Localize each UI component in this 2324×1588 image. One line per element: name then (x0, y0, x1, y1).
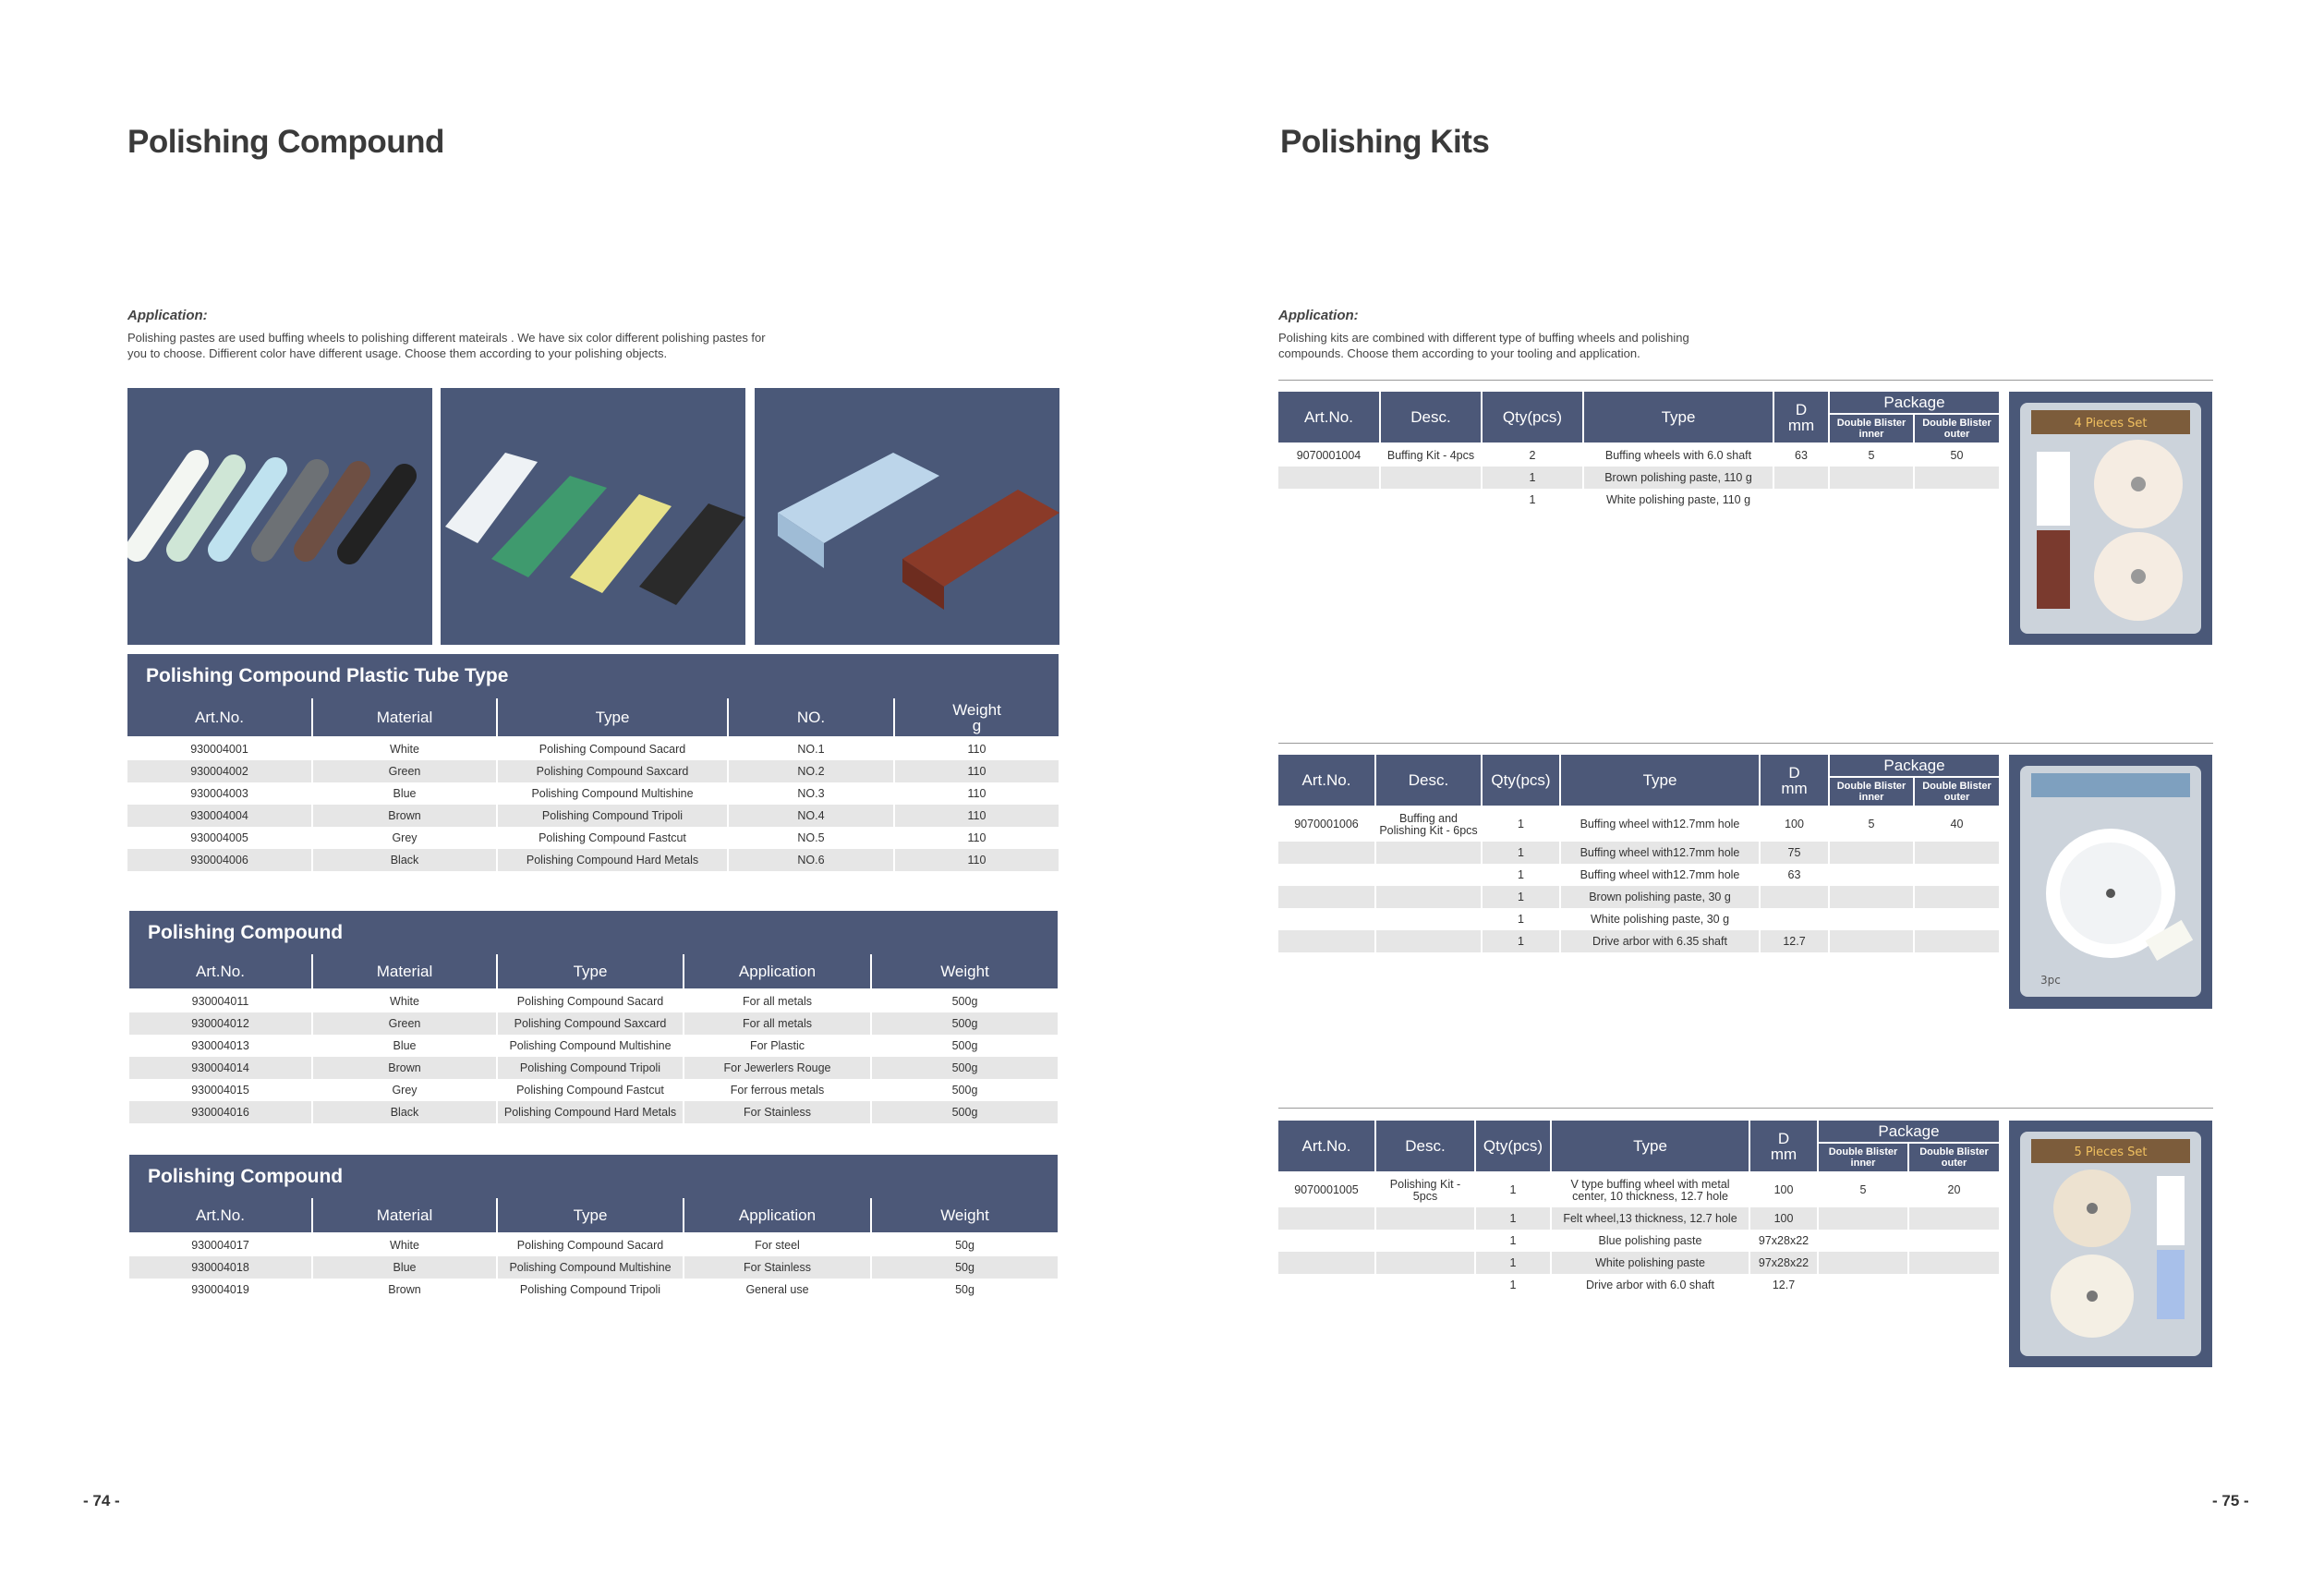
divider (1278, 1108, 2213, 1109)
table-cell: NO.6 (728, 849, 894, 871)
table-cell: Polishing Compound Sacard (497, 737, 728, 760)
column-header: Desc. (1380, 392, 1482, 443)
column-subheader: Double Blister inner (1818, 1143, 1908, 1172)
table-cell: 1 (1475, 1230, 1551, 1252)
application-line: compounds. Choose them according to your tooling and application. (1278, 346, 1640, 360)
table-cell (1278, 864, 1375, 886)
table-cell: White (312, 1233, 497, 1256)
table-cell (1375, 1274, 1475, 1296)
table-cell (1278, 1274, 1375, 1296)
table-cell: 930004003 (127, 782, 312, 805)
table-cell (1375, 1230, 1475, 1252)
table-cell (1829, 467, 1914, 489)
table-cell: 97x28x22 (1749, 1230, 1818, 1252)
kit-photo-label: 4 Pieces Set (2074, 417, 2148, 430)
table-row (129, 1012, 1058, 1035)
table-cell (1914, 908, 1999, 930)
table-cell: NO.5 (728, 827, 894, 849)
table-row (129, 1079, 1058, 1101)
table-cell: 1 (1482, 806, 1560, 842)
table-cell: 110 (894, 760, 1059, 782)
table-cell: 500g (951, 994, 978, 1008)
table-row (129, 1057, 1058, 1079)
table-cell: 50g (955, 1282, 974, 1296)
table-cell: Polishing Compound Tripoli (497, 1279, 684, 1301)
table-cell: For all metals (684, 989, 871, 1012)
table-row (127, 760, 1059, 782)
table-cell (1914, 930, 1999, 952)
table-cell: 500g (871, 1101, 1058, 1123)
table-cell: 63 (1760, 864, 1829, 886)
table-cell (1829, 489, 1914, 511)
table-cell: Polishing Compound Saxcard (497, 760, 728, 782)
table-cell: 50g (955, 1238, 974, 1252)
table-cell: For steel (684, 1233, 871, 1256)
table-cell (1375, 930, 1482, 952)
column-header: Art.No. (127, 698, 312, 737)
table-cell: 5 (1818, 1172, 1908, 1207)
table-cell (1829, 842, 1914, 864)
table-row (1278, 1252, 1999, 1274)
table-cell: 930004001 (127, 737, 312, 760)
table-cell: Polishing Compound Tripoli (497, 805, 728, 827)
table-cell (1375, 864, 1482, 886)
table-row (1278, 1207, 1999, 1230)
table-cell: 50 (1950, 448, 1964, 462)
table-cell: 500g (951, 1038, 978, 1052)
table-cell: 110 (967, 830, 986, 844)
column-header: Weight (871, 954, 1058, 989)
package-header: Package (1829, 755, 1999, 777)
table-cell: 1 (1475, 1252, 1551, 1274)
table-row (1278, 489, 1999, 511)
table-cell: 1 (1475, 1172, 1551, 1207)
table-row (127, 805, 1059, 827)
column-header: Type (497, 954, 684, 989)
table-cell: 100 (1749, 1172, 1818, 1207)
column-subheader: Double Blister outer (1908, 1143, 1999, 1172)
kit-5pcs-photo (2009, 1121, 2212, 1367)
table-cell (1818, 1274, 1908, 1296)
table-cell (1914, 489, 1999, 511)
table-cell (1278, 489, 1380, 511)
column-header: Art.No. (129, 1198, 312, 1233)
table-cell: Polishing Compound Tripoli (497, 1057, 684, 1079)
compound-bars-photo (441, 388, 745, 645)
table-cell (1773, 489, 1829, 511)
compound-500g-section-title: Polishing Compound (129, 911, 1058, 954)
divider (1278, 743, 2213, 744)
table-row (1278, 467, 1999, 489)
table-cell (1380, 467, 1482, 489)
table-cell: 930004015 (129, 1079, 312, 1101)
table-cell: 1 (1482, 842, 1560, 864)
application-text-left (127, 330, 766, 361)
table-cell: Polishing Compound Multishine (497, 1035, 684, 1057)
table-cell: Blue (312, 782, 497, 805)
page-number-left: - 74 - (83, 1492, 120, 1509)
table-cell: Polishing Compound Saxcard (497, 1012, 684, 1035)
table-row (1278, 1172, 1999, 1207)
table-cell: 63 (1773, 443, 1829, 467)
table-cell: Polishing Compound Sacard (497, 1233, 684, 1256)
table-cell: Green (312, 760, 497, 782)
table-cell: 1 (1482, 930, 1560, 952)
table-cell: 500g (951, 1083, 978, 1097)
table-cell (1375, 886, 1482, 908)
table-cell: Polishing Compound Hard Metals (497, 849, 728, 871)
column-header: Weight (871, 1198, 1058, 1233)
column-header: Material (312, 698, 497, 737)
page-number-right: - 75 - (2212, 1492, 2249, 1509)
table-row (1278, 1274, 1999, 1296)
table-cell (1278, 1207, 1375, 1230)
table-cell: Black (312, 1101, 497, 1123)
column-header: Application (684, 1198, 871, 1233)
table-cell: 500g (871, 1012, 1058, 1035)
application-line: Polishing pastes are used buffing wheels to polishing different mateirals . We have six color different polishing pastes for (127, 331, 766, 345)
table-cell: 1 (1475, 1207, 1551, 1230)
table-cell: 930004002 (127, 760, 312, 782)
table-cell: Polishing Compound Sacard (497, 989, 684, 1012)
table-row (129, 1233, 1058, 1256)
table-row (129, 989, 1058, 1012)
table-cell: General use (684, 1279, 871, 1301)
column-subheader: Double Blister outer (1914, 777, 1999, 806)
table-cell (1375, 1252, 1475, 1274)
table-cell (1375, 908, 1482, 930)
table-cell: White polishing paste, 30 g (1560, 908, 1760, 930)
table-cell (1908, 1207, 1999, 1230)
compound-500g-table (129, 954, 1058, 1123)
table-row (127, 849, 1059, 871)
table-cell (1278, 467, 1380, 489)
kit-4pcs-photo (2009, 392, 2212, 645)
table-cell: 1 (1482, 886, 1560, 908)
table-cell: Black (312, 849, 497, 871)
table-cell: Buffing and Polishing Kit - 6pcs (1375, 806, 1482, 842)
column-header: Qty(pcs) (1482, 755, 1560, 806)
table-cell: Brown (312, 805, 497, 827)
column-header: D mm (1773, 392, 1829, 443)
table-cell: Felt wheel,13 thickness, 12.7 hole (1551, 1207, 1749, 1230)
table-row (1278, 806, 1999, 842)
table-cell: 9070001006 (1278, 806, 1375, 842)
table-cell (1914, 842, 1999, 864)
table-cell: 1 (1482, 467, 1583, 489)
page-title-right: Polishing Kits (1280, 124, 1490, 160)
table-row (1278, 886, 1999, 908)
table-cell: Buffing wheel with12.7mm hole (1560, 806, 1760, 842)
table-cell: 110 (894, 805, 1059, 827)
table-cell (1278, 908, 1375, 930)
table-cell: Brown polishing paste, 30 g (1560, 886, 1760, 908)
table-row (129, 1101, 1058, 1123)
table-cell: Brown polishing paste, 110 g (1583, 467, 1773, 489)
column-header: Qty(pcs) (1475, 1121, 1551, 1172)
table-cell: 1 (1482, 489, 1583, 511)
table-cell: 9070001004 (1278, 443, 1380, 467)
table-cell: 100 (1760, 806, 1829, 842)
table-cell: For ferrous metals (684, 1079, 871, 1101)
table-cell: 930004011 (129, 989, 312, 1012)
table-cell: Buffing wheel with12.7mm hole (1560, 842, 1760, 864)
table-cell (1829, 864, 1914, 886)
table-row (129, 1279, 1058, 1301)
table-cell: Polishing Kit - 5pcs (1375, 1172, 1475, 1207)
column-header: Qty(pcs) (1482, 392, 1583, 443)
table-cell: 97x28x22 (1749, 1252, 1818, 1274)
column-header: Type (1583, 392, 1773, 443)
column-header: Type (1551, 1121, 1749, 1172)
table-cell: Blue polishing paste (1551, 1230, 1749, 1252)
table-cell: Green (312, 1012, 497, 1035)
table-cell: NO.4 (728, 805, 894, 827)
tube-type-section-title: Polishing Compound Plastic Tube Type (127, 654, 1059, 698)
table-cell: Polishing Compound Multishine (497, 782, 728, 805)
column-header: NO. (728, 698, 894, 737)
large-bars-photo (755, 388, 1059, 645)
table-cell: Buffing Kit - 4pcs (1380, 443, 1482, 467)
table-cell (1278, 886, 1375, 908)
table-cell: 110 (967, 786, 986, 800)
table-cell: 930004006 (127, 849, 312, 871)
table-row (129, 1035, 1058, 1057)
column-header: Type (497, 698, 728, 737)
table-cell (1760, 908, 1829, 930)
kit-6pcs-table (1278, 755, 1999, 952)
column-header: D mm (1760, 755, 1829, 806)
table-row (1278, 930, 1999, 952)
table-cell: 5 (1829, 443, 1914, 467)
column-header: Art.No. (129, 954, 312, 989)
table-row (1278, 842, 1999, 864)
table-cell: 12.7 (1749, 1274, 1818, 1296)
table-cell: 20 (1947, 1183, 1961, 1196)
table-cell (1914, 467, 1999, 489)
column-header: Material (312, 954, 497, 989)
column-header: D mm (1749, 1121, 1818, 1172)
table-row (1278, 908, 1999, 930)
column-subheader: Double Blister outer (1914, 414, 1999, 443)
table-cell: Blue (312, 1256, 497, 1279)
table-row (1278, 443, 1999, 467)
column-header: Application (684, 954, 871, 989)
table-cell: 930004019 (129, 1279, 312, 1301)
table-cell (1829, 908, 1914, 930)
column-header: Art.No. (1278, 755, 1375, 806)
table-cell: Polishing Compound Fastcut (497, 1079, 684, 1101)
table-cell (1278, 842, 1375, 864)
column-header: Art.No. (1278, 1121, 1375, 1172)
table-cell (1818, 1252, 1908, 1274)
table-cell: White polishing paste, 110 g (1583, 489, 1773, 511)
table-cell: 930004012 (129, 1012, 312, 1035)
table-cell: NO.1 (728, 737, 894, 760)
table-cell: 110 (894, 849, 1059, 871)
table-row (127, 782, 1059, 805)
table-cell: Polishing Compound Multishine (497, 1256, 684, 1279)
package-header: Package (1829, 392, 1999, 414)
table-cell: White polishing paste (1551, 1252, 1749, 1274)
table-row (1278, 1230, 1999, 1252)
table-cell: 1 (1482, 864, 1560, 886)
table-cell: Drive arbor with 6.0 shaft (1551, 1274, 1749, 1296)
tube-sticks-photo (127, 388, 432, 645)
page-title-left: Polishing Compound (127, 124, 444, 160)
table-cell (1380, 489, 1482, 511)
table-cell: 5 (1829, 806, 1914, 842)
table-cell (1278, 1230, 1375, 1252)
column-subheader: Double Blister inner (1829, 777, 1914, 806)
column-header: Material (312, 1198, 497, 1233)
kit-5pcs-table (1278, 1121, 1999, 1296)
application-text-right (1278, 330, 1689, 361)
divider (1278, 380, 2213, 381)
table-cell (1760, 886, 1829, 908)
table-cell: Drive arbor with 6.35 shaft (1560, 930, 1760, 952)
table-cell: 930004005 (127, 827, 312, 849)
application-line: Polishing kits are combined with different type of buffing wheels and polishing (1278, 331, 1689, 345)
table-cell (1818, 1207, 1908, 1230)
table-cell: 930004017 (129, 1233, 312, 1256)
table-cell: NO.3 (728, 782, 894, 805)
table-cell: Brown (312, 1279, 497, 1301)
application-line: you to choose. Diffierent color have different usage. Choose them according to your polishing objects. (127, 346, 668, 360)
table-cell: Blue (312, 1035, 497, 1057)
table-cell (1375, 842, 1482, 864)
application-label-right: Application: (1278, 308, 1359, 323)
kit-4pcs-table (1278, 392, 1999, 511)
column-header: Weight g (894, 698, 1059, 737)
table-cell: For Plastic (684, 1035, 871, 1057)
table-cell: Polishing Compound Fastcut (497, 827, 728, 849)
table-cell: 100 (1749, 1207, 1818, 1230)
table-cell: For Stainless (684, 1101, 871, 1123)
table-cell (1914, 864, 1999, 886)
package-header: Package (1818, 1121, 1999, 1143)
table-cell: 930004004 (127, 805, 312, 827)
table-cell: 1 (1482, 908, 1560, 930)
compound-50g-section-title: Polishing Compound (129, 1155, 1058, 1198)
table-cell: For Jewerlers Rouge (684, 1057, 871, 1079)
table-cell (1773, 467, 1829, 489)
table-cell (1908, 1252, 1999, 1274)
column-header: Art.No. (1278, 392, 1380, 443)
table-cell: 1 (1475, 1274, 1551, 1296)
table-cell (1908, 1230, 1999, 1252)
table-cell (1914, 886, 1999, 908)
application-label-left: Application: (127, 308, 208, 323)
kit-6pcs-photo (2009, 755, 2212, 1009)
table-cell: V type buffing wheel with metal center, 10 thickness, 12.7 hole (1551, 1172, 1749, 1207)
table-cell: White (312, 737, 497, 760)
table-cell (1375, 1207, 1475, 1230)
table-cell: 930004016 (129, 1101, 312, 1123)
table-cell: Brown (312, 1057, 497, 1079)
table-row (127, 827, 1059, 849)
table-cell: For all metals (684, 1012, 871, 1035)
column-header: Desc. (1375, 755, 1482, 806)
table-cell (1278, 1252, 1375, 1274)
table-cell: White (312, 989, 497, 1012)
column-header: Type (1560, 755, 1760, 806)
table-cell: Grey (312, 827, 497, 849)
column-subheader: Double Blister inner (1829, 414, 1914, 443)
table-cell: For Stainless (684, 1256, 871, 1279)
table-cell: 9070001005 (1278, 1172, 1375, 1207)
table-cell (1278, 930, 1375, 952)
table-cell: 40 (1950, 818, 1964, 830)
compound-50g-table (129, 1198, 1058, 1301)
column-header: Type (497, 1198, 684, 1233)
table-cell: 75 (1760, 842, 1829, 864)
kit-photo-label: 3pc (2040, 974, 2061, 987)
table-cell (1829, 930, 1914, 952)
table-cell: 930004014 (129, 1057, 312, 1079)
table-row (129, 1256, 1058, 1279)
table-cell: 12.7 (1760, 930, 1829, 952)
table-cell: NO.2 (728, 760, 894, 782)
tube-type-table (127, 698, 1059, 871)
table-cell: 50g (871, 1256, 1058, 1279)
table-cell: 110 (967, 742, 986, 756)
table-cell: Grey (312, 1079, 497, 1101)
table-cell (1829, 886, 1914, 908)
column-header: Desc. (1375, 1121, 1475, 1172)
table-cell: 930004018 (129, 1256, 312, 1279)
table-cell: 2 (1482, 443, 1583, 467)
kit-photo-label: 5 Pieces Set (2074, 1146, 2148, 1159)
table-cell (1908, 1274, 1999, 1296)
table-row (127, 737, 1059, 760)
table-cell: Buffing wheel with12.7mm hole (1560, 864, 1760, 886)
table-cell: Buffing wheels with 6.0 shaft (1583, 443, 1773, 467)
table-cell: 930004013 (129, 1035, 312, 1057)
table-row (1278, 864, 1999, 886)
table-cell (1818, 1230, 1908, 1252)
table-cell: 500g (871, 1057, 1058, 1079)
table-cell: Polishing Compound Hard Metals (497, 1101, 684, 1123)
